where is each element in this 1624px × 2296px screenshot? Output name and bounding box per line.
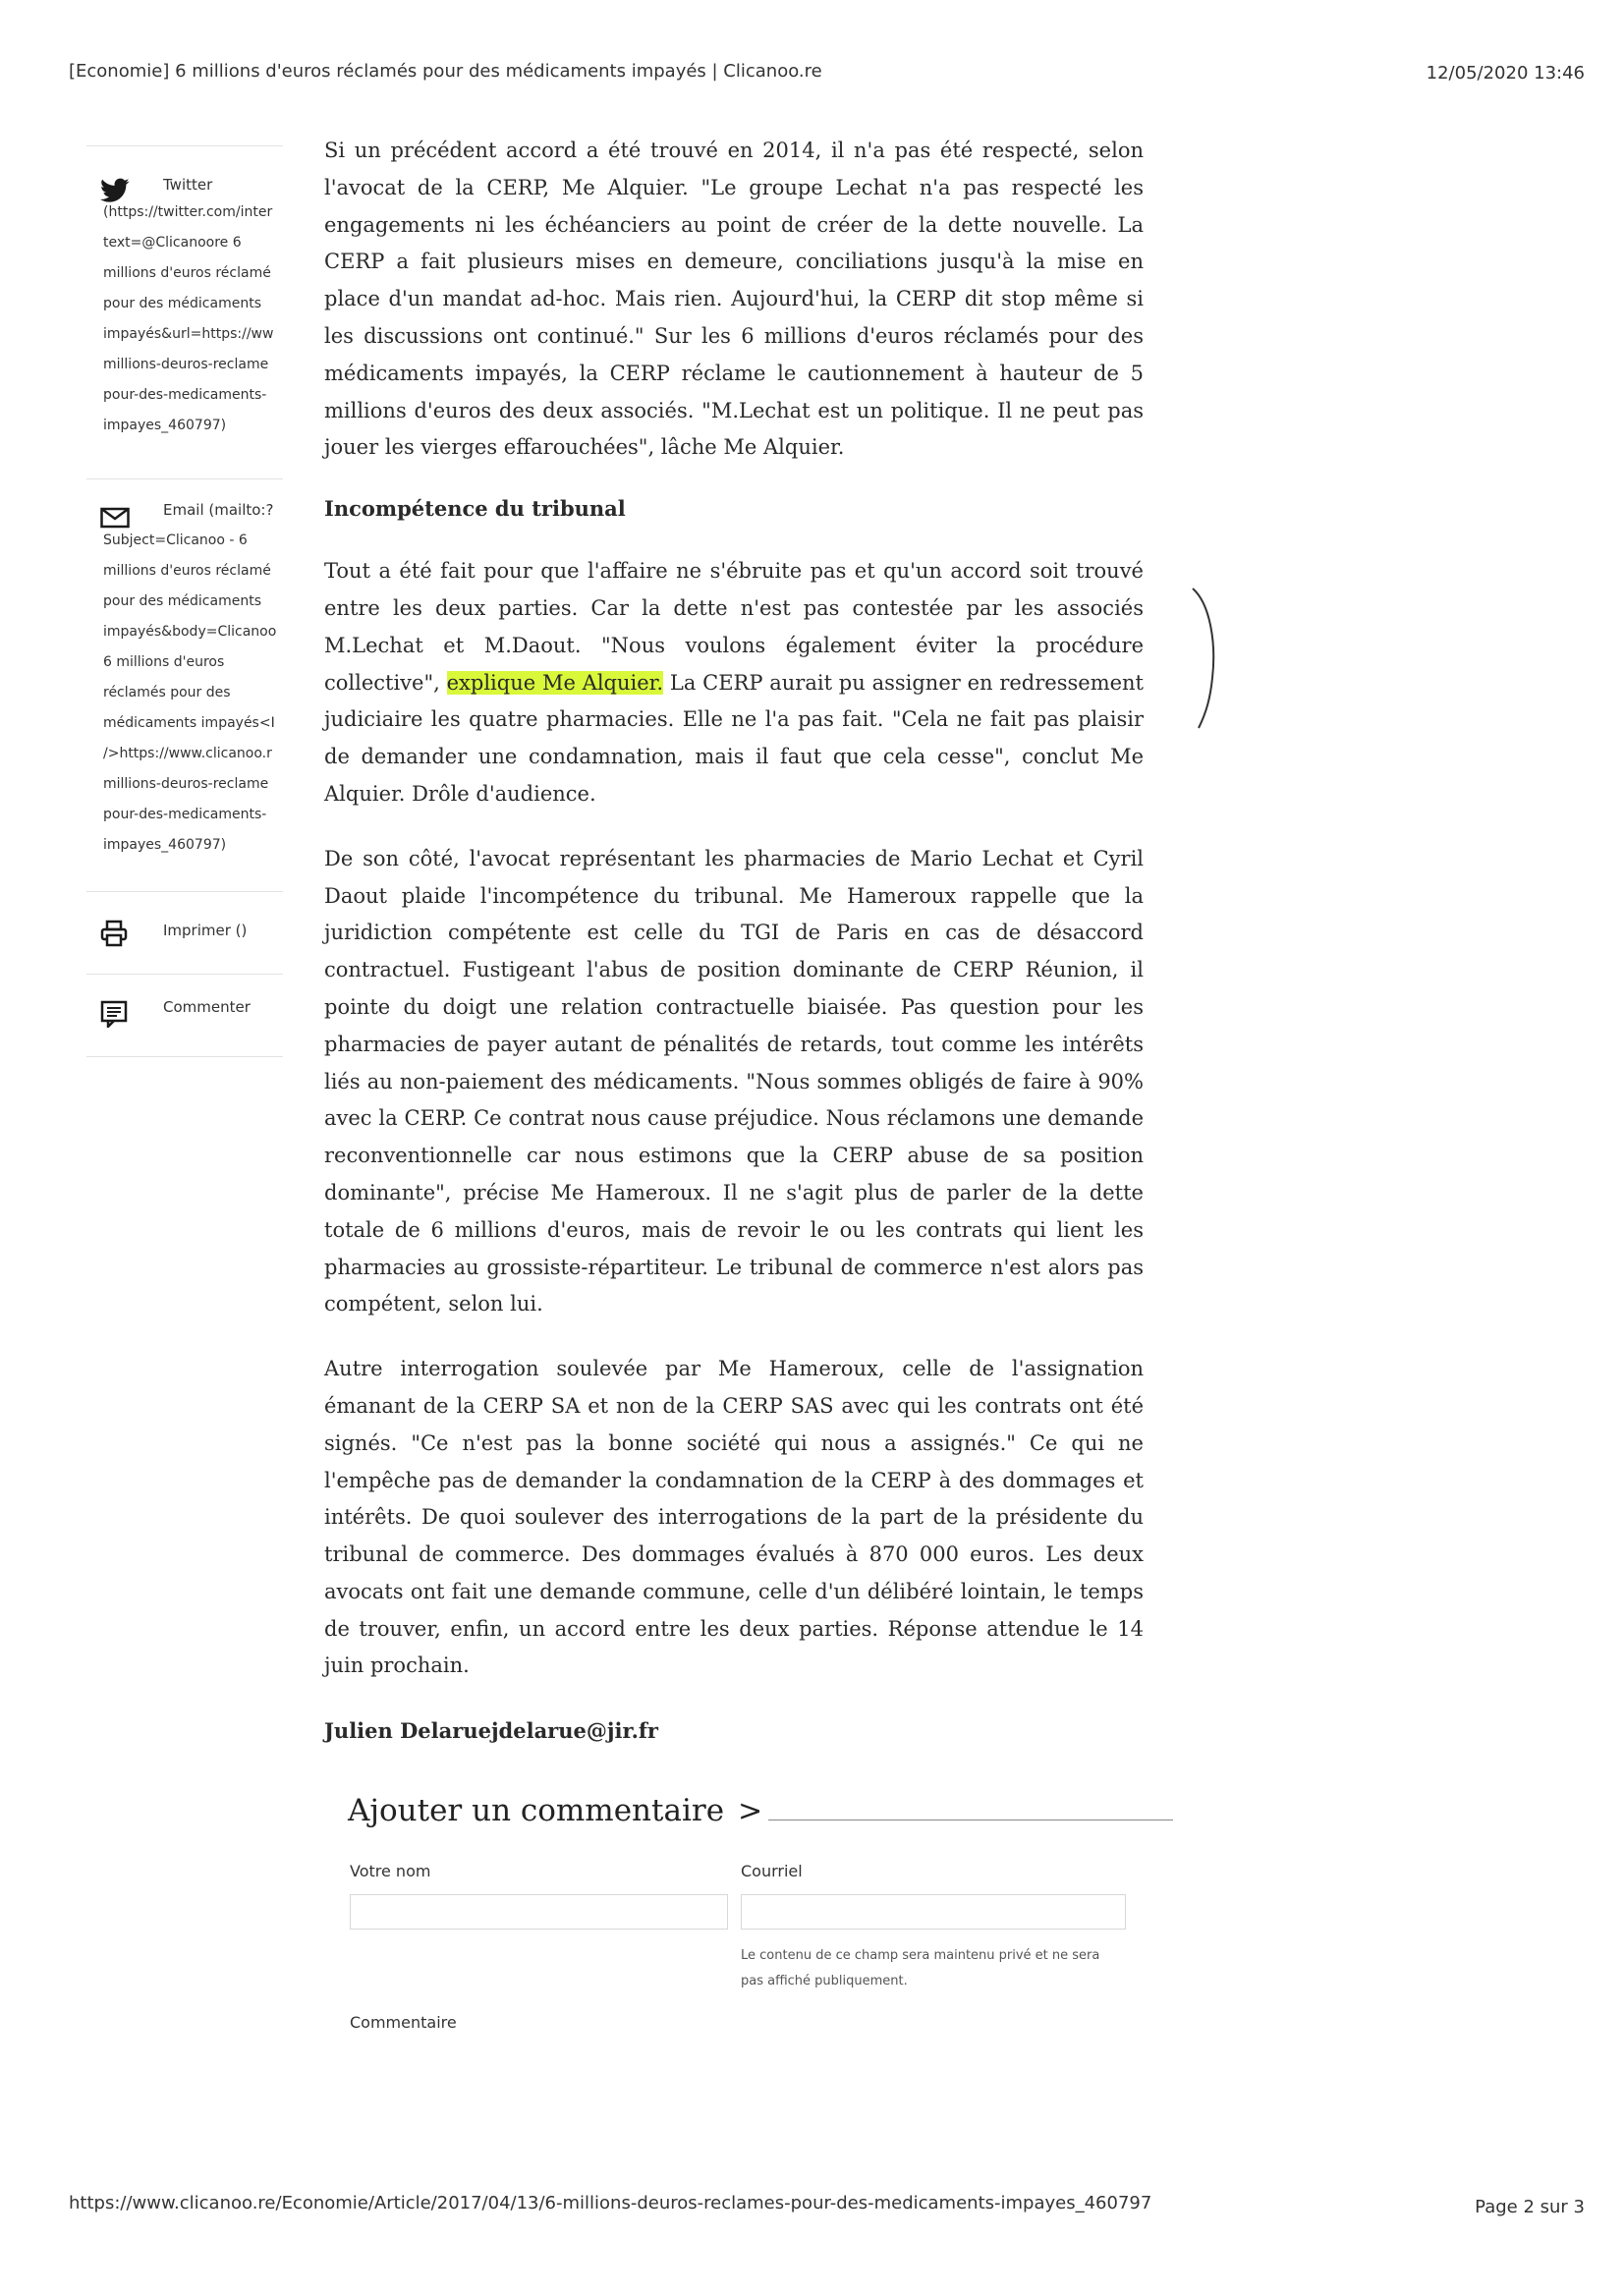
print-datetime: 12/05/2020 13:46 <box>1426 63 1585 84</box>
article-body <box>324 133 1144 1777</box>
article-paragraph: Si un précédent accord a été trouvé en 2014, il n'a pas été respecté, selon l'avocat de la CERP, Me Alquier. "Le groupe Lechat n'a pas respecté les engagements ni les échéanciers au point de créer de la dette nouvelle. La CERP a fait plusieurs mises en demeure, conciliations jusqu'à la mise en place d'un mandat ad-hoc. Mais rien. Aujourd'hui, la CERP dit stop même si les discussions ont continué." Sur les 6 millions d'euros réclamés pour des médicaments impayés, la CERP réclame le cautionnement à hauteur de 5 millions d'euros des deux associés. "M.Lechat est un politique. Il ne peut pas jouer les vierges effarouchées", lâche Me Alquier. <box>324 139 1144 460</box>
chevron-right-icon: > <box>738 1793 763 1828</box>
pen-annotation-bracket <box>1191 585 1220 732</box>
page-url: https://www.clicanoo.re/Economie/Article/2017/04/13/6-millions-deuros-reclames-pour-des-medicaments-impayes_460797 <box>69 2193 1152 2213</box>
name-input[interactable] <box>350 1894 728 1930</box>
article-paragraph: Autre interrogation soulevée par Me Hameroux, celle de l'assignation émanant de la CERP SA et non de la CERP SAS avec qui les contrats ont été signés. "Ce n'est pas la bonne société qui nous a assignés." Ce qui ne l'empêche pas de demander la condamnation de la CERP à des dommages et intérêts. De quoi soulever des interrogations de la part de la présidente du tribunal de commerce. Des dommages évalués à 870 000 euros. Les deux avocats ont fait une demande commune, celle d'un délibéré lointain, le temps de trouver, enfin, un accord entre les deux parties. Réponse attendue le 14 juin prochain. <box>324 1357 1144 1678</box>
print-label: Imprimer () <box>163 922 248 939</box>
print-button[interactable] <box>86 892 283 975</box>
email-field <box>741 1862 1126 1994</box>
share-twitter-link[interactable] <box>86 145 283 479</box>
twitter-label: Twitter <box>163 176 213 194</box>
page-title: [Economie] 6 millions d'euros réclamés pour des médicaments impayés | Clicanoo.re <box>69 61 822 82</box>
email-share-url: Subject=Clicanoo - 6 millions d'euros réclamé pour des médicaments impayés&body=Clicanoo 6 millions d'euros réclamés pour des médicaments impayés<I />https://www.clicanoo.r millions-deuros-reclame pour-des-medicaments- impayes_460797) <box>103 532 277 853</box>
email-label: Email (mailto:? <box>163 501 274 519</box>
page-number: Page 2 sur 3 <box>1475 2197 1585 2217</box>
article-paragraph: De son côté, l'avocat représentant les pharmacies de Mario Lechat et Cyril Daout plaide l'incompétence du tribunal. Me Hameroux rappelle que la juridiction compétente est celle du TGI de Paris en cas de désaccord contractuel. Fustigeant l'abus de position dominante de CERP Réunion, il pointe du doigt une relation contractuelle biaisée. Pas question pour les pharmacies de payer autant de pénalités de retards, tout comme les intérêts liés au non-paiement des médicaments. "Nous sommes obligés de faire à 90% avec la CERP. Ce contrat nous cause préjudice. Nous réclamons une demande reconventionnelle car nous estimons que la CERP abuse de sa position dominante", précise Me Hameroux. Il ne s'agit plus de parler de la dette totale de 6 millions d'euros, mais de revoir le ou les contrats qui lient les pharmacies au grossiste-répartiteur. Le tribunal de commerce n'est alors pas compétent, selon lui. <box>324 846 1144 1316</box>
article-author: Julien Delaruejdelarue@jir.fr <box>324 1718 658 1744</box>
email-input[interactable] <box>741 1894 1126 1930</box>
print-header <box>69 61 1585 88</box>
article-subheading: Incompétence du tribunal <box>324 496 626 522</box>
email-field-label: Courriel <box>741 1862 803 1880</box>
article-paragraph: Tout a été fait pour que l'affaire ne s'ébruite pas et qu'un accord soit trouvé entre les deux parties. Car la dette n'est pas contestée par les associés M.Lechat et M.Daout. "Nous voulons également éviter la procédure collective", explique Me Alquier. La CERP aurait pu assigner en redressement judiciaire les quatre pharmacies. Elle ne l'a pas fait. "Cela ne fait pas plaisir de demander une condamnation, mais il faut que cela cesse", conclut Me Alquier. Drôle d'audience. <box>324 559 1144 806</box>
comment-field <box>350 2013 457 2032</box>
highlighted-text: explique Me Alquier. <box>446 670 664 695</box>
printer-icon <box>100 920 130 945</box>
comment-icon <box>100 1000 130 1026</box>
share-sidebar <box>86 145 283 1057</box>
share-email-link[interactable] <box>86 479 283 892</box>
comment-form-title: Ajouter un commentaire > <box>348 1793 1173 1828</box>
comment-form <box>348 1793 1173 2052</box>
twitter-share-url: (https://twitter.com/inter text=@Clicanoore 6 millions d'euros réclamé pour des médicaments impayés&url=https://ww millions-deuros-reclame pour-des-medicaments- impayes_460797) <box>103 204 274 433</box>
name-label: Votre nom <box>350 1862 431 1880</box>
comment-label: Commenter <box>163 998 251 1016</box>
name-field <box>350 1862 728 1930</box>
email-help-text: Le contenu de ce champ sera maintenu privé et ne sera pas affiché publiquement. <box>741 1948 1100 1988</box>
comment-button[interactable] <box>86 975 283 1057</box>
comment-field-label: Commentaire <box>350 2013 457 2032</box>
